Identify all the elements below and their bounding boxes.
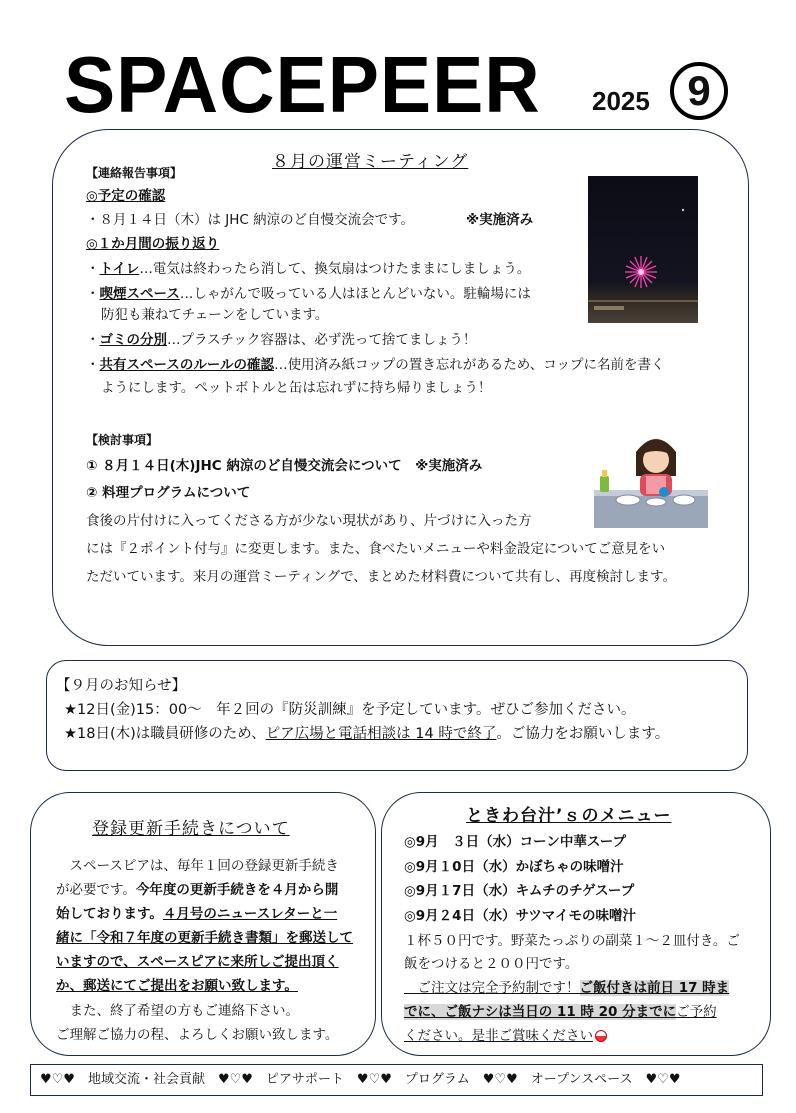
notice-heading: 【９月のお知らせ】	[56, 678, 187, 694]
discussion-paragraph-line: には『２ポイント付与』に変更します。また、食べたいメニューや料金設定についてご意見をい	[86, 541, 666, 557]
notice-line-2: ★18日(木)は職員研修のため、ピア広場と電話相談は 14 時で終了。ご協力をお願いします。	[64, 726, 670, 742]
renewal-line: 始しております。４月号のニュースレターと一	[56, 906, 338, 922]
renewal-line: ご理解ご協力の程、よろしくお願い致します。	[56, 1027, 339, 1043]
mochi-icon	[595, 1030, 607, 1042]
review-item-rules-cont: ようにします。ペットボトルと缶は忘れずに持ち帰りましょう！	[101, 380, 492, 396]
renewal-title: 登録更新手続きについて	[92, 819, 290, 839]
renewal-line: 緒に「令和７年度の更新手続き書類」を郵送して	[56, 930, 353, 946]
meeting-title: ８月の運営ミーティング	[272, 152, 469, 172]
renewal-line: か、郵送にてご提出をお願い致します。	[56, 978, 298, 994]
confirm-line: ・８月１４日（木）は JHC 納涼のど自慢交流会です。	[86, 212, 415, 228]
renewal-line: また、終了希望の方もご連絡下さい。	[56, 1003, 299, 1019]
report-label: 【連絡報告事項】	[86, 166, 183, 180]
renewal-line: が必要です。今年度の更新手続きを４月から開	[56, 882, 339, 898]
menu-note-line: ご注文は完全予約制です！ご飯付きは前日 17 時ま	[404, 980, 730, 996]
review-heading: ◎１か月間の振り返り	[86, 236, 220, 252]
review-item-garbage: ・ゴミの分別…プラスチック容器は、必ず洗って捨てましょう！	[86, 332, 477, 348]
menu-note-line: でに、ご飯ナシは当日の 11 時 20 分までにご予約	[404, 1004, 717, 1020]
fireworks-photo-icon	[588, 176, 698, 323]
review-item-toilet: ・トイレ…電気は終わったら消して、換気扇はつけたままにしましょう。	[86, 261, 531, 277]
woman-washing-dishes-icon	[592, 432, 712, 530]
menu-title: ときわ台汁’ｓのメニュー	[466, 806, 672, 826]
menu-item: ◎9月１0日（水）かぼちゃの味噌汁	[404, 859, 624, 875]
menu-item: ◎9月２4日（水）サツマイモの味噌汁	[404, 908, 636, 924]
discussion-paragraph-line: 食後の片付けに入ってくださる方が少ない現状があり、片づけに入った方	[86, 513, 532, 529]
discussion-label: 【検討事項】	[86, 433, 159, 447]
discussion-item-1: ① ８月１４日(木)JHC 納涼のど自慢交流会について ※実施済み	[86, 458, 483, 474]
renewal-line: いますので、スペースピアに来所しご提出頂く	[56, 954, 339, 970]
menu-item: ◎9月１7日（水）キムチのチゲスープ	[404, 883, 635, 899]
notice-line-1: ★12日(金)15：00～ 年２回の『防災訓練』を予定しています。ぜひご参加ください。	[64, 702, 636, 718]
menu-price-line: １杯５０円です。野菜たっぷりの副菜１～２皿付き。ご	[404, 933, 740, 949]
menu-price-line: 飯をつけると２００円です。	[404, 956, 579, 972]
discussion-paragraph-line: ただいています。来月の運営ミーティングで、まとめた材料費について共有し、再度検討します。	[86, 569, 676, 585]
review-item-smoking: ・喫煙スペース…しゃがんで吸っている人はほとんどいない。駐輪場には	[86, 286, 531, 302]
footer-text: ♥♡♥ 地域交流・社会貢献 ♥♡♥ ピアサポート ♥♡♥ プログラム ♥♡♥ オープンスペース ♥♡♥	[40, 1072, 681, 1087]
confirm-heading: ◎予定の確認	[86, 188, 166, 204]
masthead	[64, 40, 711, 130]
review-item-smoking-cont: 防犯も兼ねてチェーンをしています。	[101, 307, 329, 323]
masthead-title: SPACEPEER	[64, 40, 541, 129]
renewal-line: スペースピアは、毎年１回の登録更新手続き	[56, 858, 339, 874]
review-item-rules: ・共有スペースのルールの確認…使用済み紙コップの置き忘れがあるため、コップに名前を書く	[86, 357, 665, 373]
menu-note-line: ください。是非ご賞味ください	[404, 1026, 607, 1046]
confirm-note: ※実施済み	[466, 212, 534, 228]
masthead-issue-number: 9	[670, 62, 728, 120]
masthead-year: 2025	[592, 86, 650, 116]
discussion-item-2: ② 料理プログラムについて	[86, 485, 251, 501]
menu-item: ◎9月 ３日（水）コーン中華スープ	[404, 834, 627, 850]
